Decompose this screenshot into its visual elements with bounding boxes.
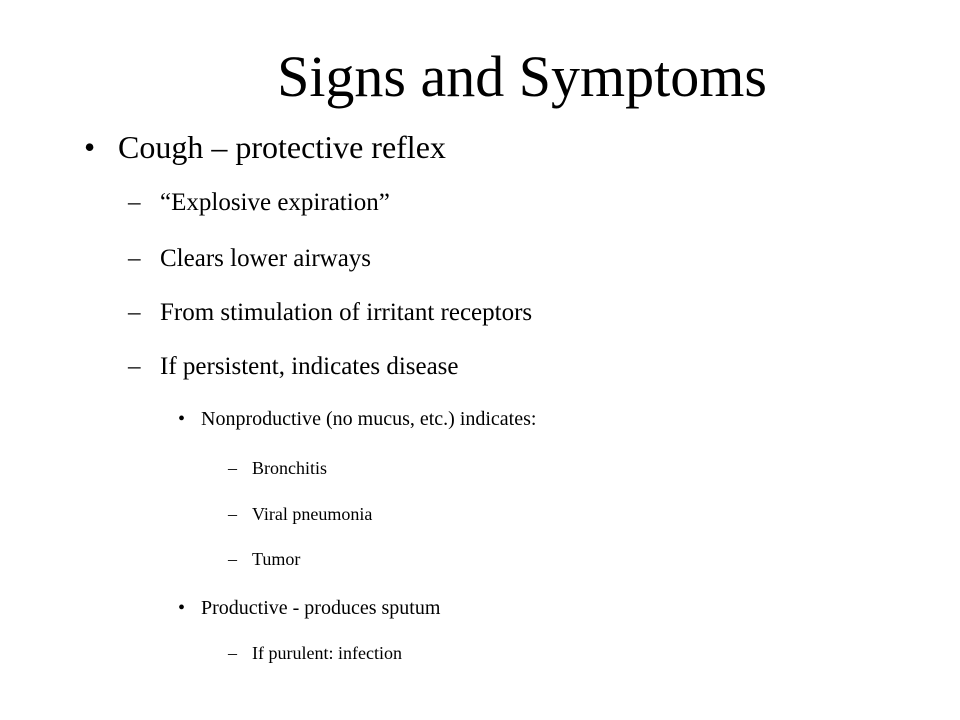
bullet-marker: •: [178, 597, 186, 619]
item-bronchitis: Bronchitis: [252, 458, 327, 478]
item-viral-pneumonia: Viral pneumonia: [252, 504, 373, 524]
dash-marker: –: [228, 504, 237, 524]
bullet-productive: Productive - produces sputum: [201, 597, 441, 619]
dash-marker: –: [128, 353, 141, 380]
bullet-cough: Cough – protective reflex: [118, 129, 446, 165]
dash-marker: –: [128, 189, 141, 216]
bullet-marker: •: [84, 129, 96, 165]
sub-bullet-explosive-expiration: “Explosive expiration”: [160, 189, 390, 216]
item-purulent-infection: If purulent: infection: [252, 643, 402, 663]
dash-marker: –: [128, 245, 141, 272]
bullet-marker: •: [178, 408, 186, 430]
dash-marker: –: [228, 643, 237, 663]
sub-bullet-irritant-receptors: From stimulation of irritant receptors: [160, 299, 533, 326]
sub-bullet-persistent-disease: If persistent, indicates disease: [160, 353, 459, 380]
item-tumor: Tumor: [252, 549, 301, 569]
dash-marker: –: [128, 299, 141, 326]
sub-bullet-clears-airways: Clears lower airways: [160, 245, 372, 272]
slide-title: Signs and Symptoms: [277, 44, 767, 109]
dash-marker: –: [228, 549, 237, 569]
bullet-nonproductive: Nonproductive (no mucus, etc.) indicates:: [201, 408, 537, 430]
dash-marker: –: [228, 458, 237, 478]
